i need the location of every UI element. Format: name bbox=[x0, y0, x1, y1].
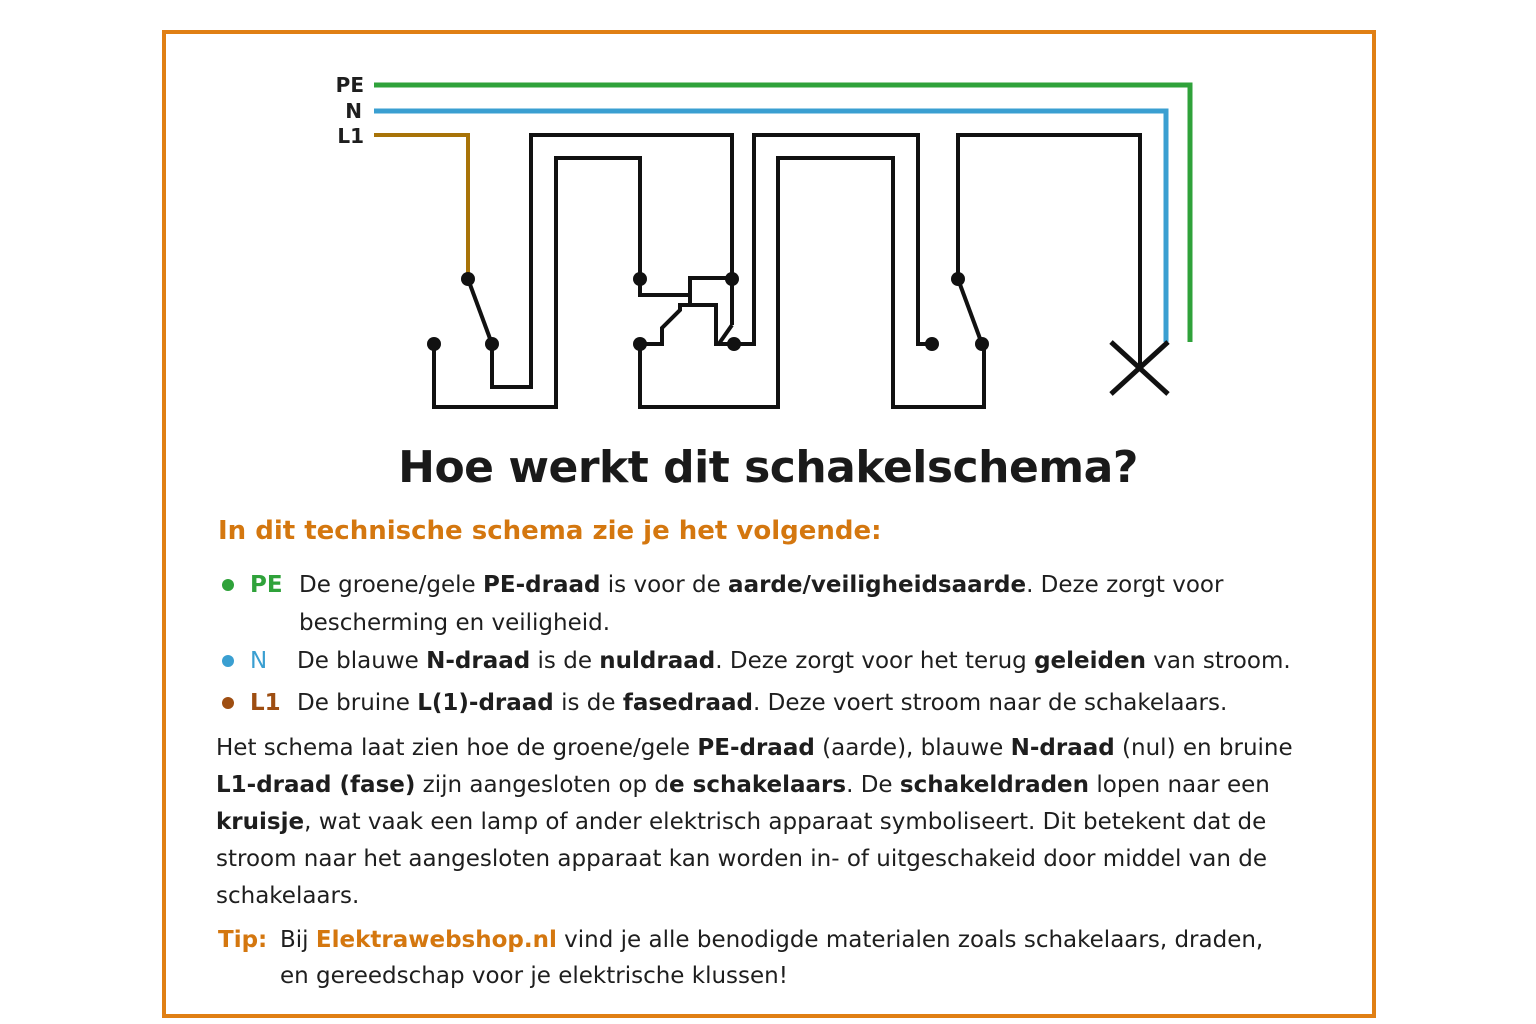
legend-code-n: N bbox=[250, 648, 268, 674]
lamp-feed-wire bbox=[958, 135, 1140, 370]
terminal-dot bbox=[951, 272, 965, 286]
legend-item-l1 bbox=[222, 684, 1322, 722]
pe-wire bbox=[374, 85, 1190, 342]
legend-item-pe bbox=[222, 566, 1322, 642]
terminal-dot bbox=[925, 337, 939, 351]
n-dot-icon bbox=[222, 655, 234, 667]
crossover-link-a bbox=[640, 278, 732, 295]
terminal-dot bbox=[461, 272, 475, 286]
intro-heading: In dit technische schema zie je het volgende: bbox=[218, 516, 882, 546]
switch1-right-wire bbox=[492, 135, 732, 387]
terminal-dot bbox=[633, 272, 647, 286]
legend-text-pe: De groene/gele PE-draad is voor de aarde/veiligheidsaarde. Deze zorgt voor bescherming en veiligheid. bbox=[299, 572, 1224, 636]
label-n: N bbox=[345, 99, 362, 123]
shop-link[interactable]: Elektrawebshop.nl bbox=[315, 927, 557, 953]
terminal-dot bbox=[725, 272, 739, 286]
terminal-dot bbox=[633, 337, 647, 351]
crossover-out-right bbox=[734, 135, 932, 344]
n-wire bbox=[374, 111, 1166, 342]
switch1-blade bbox=[468, 279, 492, 344]
explanation-paragraph: Het schema laat zien hoe de groene/gele PE-draad (aarde), blauwe N-draad (nul) en bruine L1-draad (fase) zijn aangesloten op de schakelaars. De schakeldraden lopen naar een kruisje, wat vaak een lamp of ander elektrisch apparaat symboliseert. Dit betekent dat de stroom naar het aangesloten apparaat kan worden in- of uitgeschakeid door middel van de schakelaars. bbox=[216, 735, 1293, 909]
legend-code-l1: L1 bbox=[250, 690, 281, 716]
l1-wire bbox=[374, 135, 468, 279]
legend-text-n: De blauwe N-draad is de nuldraad. Deze zorgt voor het terug geleiden van stroom. bbox=[297, 648, 1291, 674]
tip-label: Tip: bbox=[218, 927, 268, 953]
switch3-blade bbox=[958, 279, 982, 344]
legend-item-n bbox=[222, 642, 1332, 680]
wiring-diagram bbox=[0, 0, 1536, 440]
l1-dot-icon bbox=[222, 697, 234, 709]
terminal-dot bbox=[485, 337, 499, 351]
crossover-link-b bbox=[640, 305, 716, 344]
pe-dot-icon bbox=[222, 579, 234, 591]
tip-text: Bij Elektrawebshop.nl vind je alle benodigde materialen zoals schakelaars, draden, en gereedschap voor je elektrische klussen! bbox=[280, 927, 1264, 989]
terminal-dot bbox=[427, 337, 441, 351]
legend-text-l1: De bruine L(1)-draad is de fasedraad. Deze voert stroom naar de schakelaars. bbox=[297, 690, 1228, 716]
label-l1: L1 bbox=[337, 124, 364, 148]
terminal-dot bbox=[975, 337, 989, 351]
page-title: Hoe werkt dit schakelschema? bbox=[398, 442, 1138, 493]
legend-code-pe: PE bbox=[250, 572, 283, 598]
label-pe: PE bbox=[335, 73, 364, 97]
terminal-dot bbox=[727, 337, 741, 351]
